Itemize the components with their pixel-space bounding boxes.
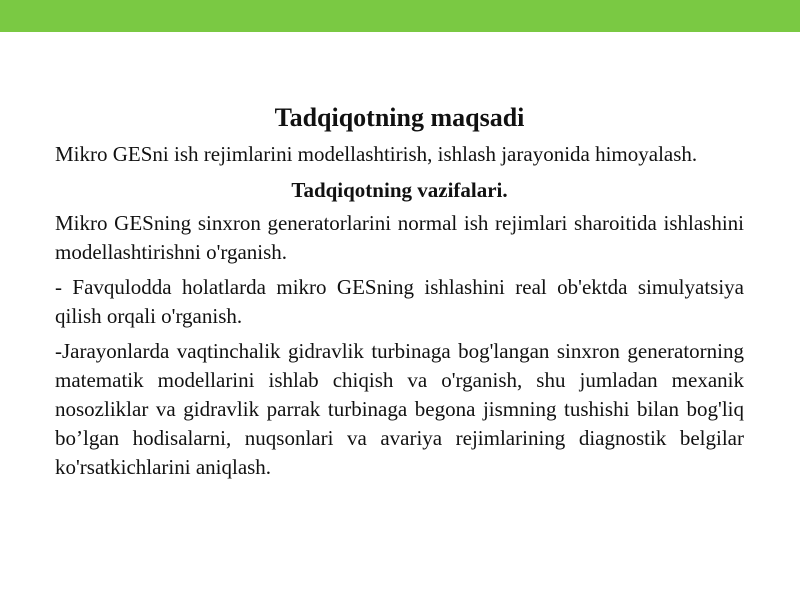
top-accent-bar (0, 0, 800, 32)
task-paragraph-2: - Favqulodda holatlarda mikro GESning ishlashini real ob'ektda simulyatsiya qilish orqali o'rganish. (55, 275, 744, 328)
tasks-heading: Tadqiqotning vazifalari. (291, 178, 508, 202)
task-paragraph-3: -Jarayonlarda vaqtinchalik gidravlik turbinaga bog'langan sinxron generatorning matematik modellarini ishlab chiqish va o'rganish, shu jumladan mexanik nosozliklar va gidravlik parrak turbinaga begona jismning tushishi bilan bog'liq bo’lgan hodisalarni, nuqsonlari va avariya rejimlarining diagnostik belgilar ko'rsatkichlarini aniqlash. (55, 339, 744, 479)
page-title: Tadqiqotning maqsadi (274, 103, 525, 132)
goal-paragraph: Mikro GESni ish rejimlarini modellashtirish, ishlash jarayonida himoyalash. (55, 142, 698, 166)
slide-content (55, 100, 744, 488)
task-paragraph-1: Mikro GESning sinxron generatorlarini normal ish rejimlari sharoitida ishlashini modellashtirishni o'rganish. (55, 211, 744, 264)
